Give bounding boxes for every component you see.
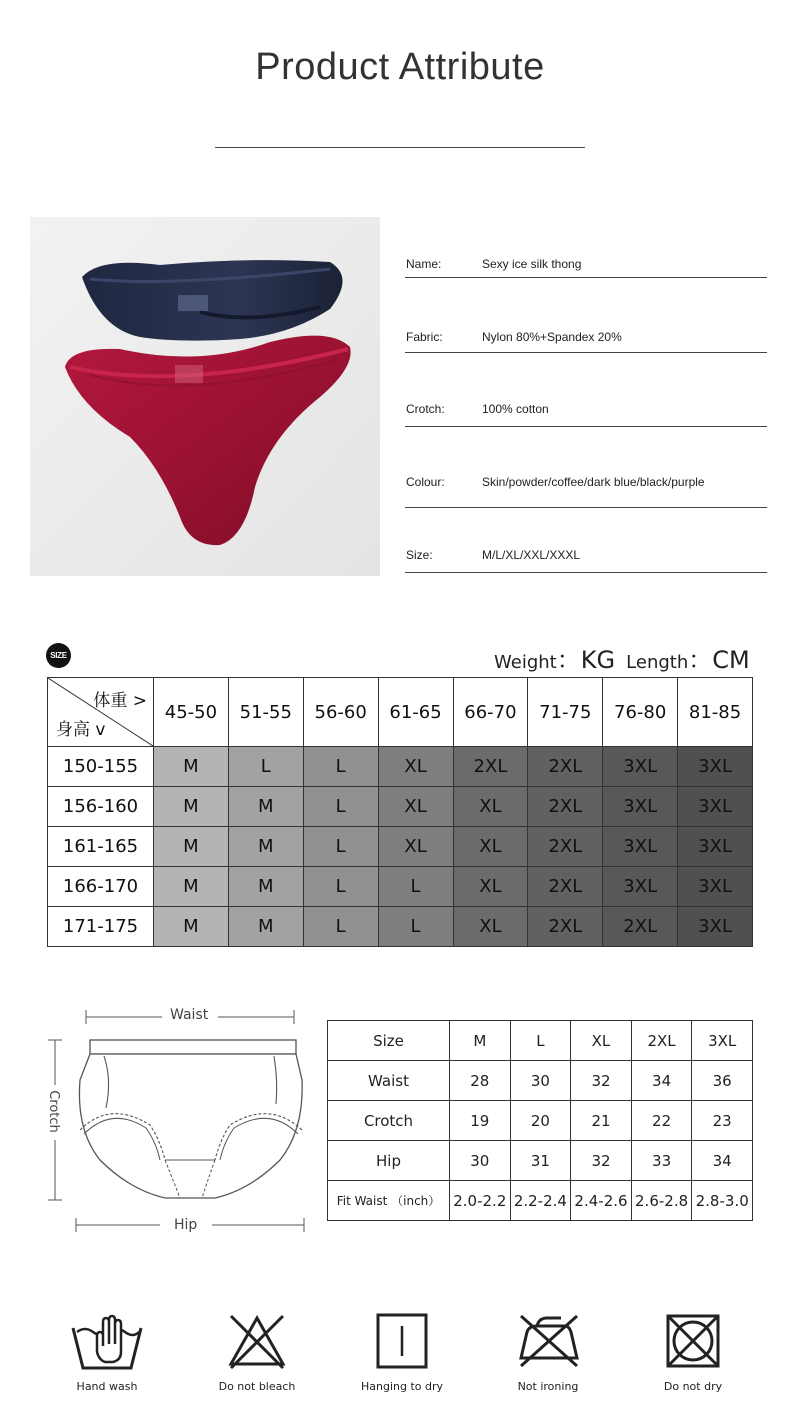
care-label: Hand wash (76, 1380, 138, 1393)
attr-divider (405, 572, 767, 573)
size-cell: M (154, 787, 229, 827)
size-cell: L (303, 827, 378, 867)
corner-height-label: 身高 v (56, 720, 106, 740)
product-photo (30, 217, 380, 576)
size-cell: 2XL (528, 907, 603, 947)
meas-row-label: Hip (328, 1141, 450, 1181)
crotch-label: Crotch (45, 1090, 61, 1133)
meas-cell: 30 (450, 1141, 511, 1181)
meas-cell: 19 (450, 1101, 511, 1141)
table-row (48, 747, 753, 787)
meas-cell: 30 (510, 1061, 571, 1101)
size-cell: 3XL (603, 787, 678, 827)
size-chart-header-row (48, 678, 753, 747)
attr-value-name: Sexy ice silk thong (482, 257, 582, 271)
height-cell: 156-160 (48, 787, 154, 827)
size-cell: M (154, 747, 229, 787)
size-cell: M (228, 907, 303, 947)
meas-cell: 33 (631, 1141, 692, 1181)
attr-divider (405, 426, 767, 427)
meas-cell: 21 (571, 1101, 632, 1141)
meas-cell: 2.8-3.0 (692, 1181, 753, 1221)
weight-header: 51-55 (228, 678, 303, 747)
meas-cell: 31 (510, 1141, 571, 1181)
meas-cell: 20 (510, 1101, 571, 1141)
meas-header: 2XL (631, 1021, 692, 1061)
meas-cell: 2.0-2.2 (450, 1181, 511, 1221)
table-row (48, 787, 753, 827)
care-label: Not ironing (517, 1380, 579, 1393)
meas-cell: 36 (692, 1061, 753, 1101)
height-cell: 166-170 (48, 867, 154, 907)
weight-header: 66-70 (453, 678, 528, 747)
table-row (328, 1021, 753, 1061)
size-cell: M (154, 827, 229, 867)
meas-row-label: Fit Waist （inch） (328, 1181, 450, 1221)
size-cell: L (303, 747, 378, 787)
size-cell: 2XL (528, 787, 603, 827)
size-cell: M (228, 787, 303, 827)
meas-cell: 23 (692, 1101, 753, 1141)
meas-cell: 28 (450, 1061, 511, 1101)
attr-value-colour: Skin/powder/coffee/dark blue/black/purple (482, 475, 705, 489)
meas-cell: 34 (631, 1061, 692, 1101)
attr-label-colour: Colour: (406, 475, 445, 489)
do-not-bleach-icon (227, 1312, 287, 1370)
meas-cell: 2.6-2.8 (631, 1181, 692, 1221)
size-cell: 2XL (453, 747, 528, 787)
table-row (48, 867, 753, 907)
weight-header: 56-60 (303, 678, 378, 747)
meas-cell: 2.4-2.6 (571, 1181, 632, 1221)
weight-label: Weight (494, 652, 557, 673)
table-row (328, 1141, 753, 1181)
weight-header: 45-50 (154, 678, 229, 747)
size-chart-table (47, 677, 753, 947)
meas-header-size: Size (328, 1021, 450, 1061)
meas-cell: 32 (571, 1141, 632, 1181)
table-row (328, 1101, 753, 1141)
attr-value-fabric: Nylon 80%+Spandex 20% (482, 330, 622, 344)
units-legend (494, 640, 750, 675)
do-not-iron-icon (515, 1312, 581, 1370)
page-title: Product Attribute (255, 46, 545, 88)
size-cell: 3XL (678, 787, 753, 827)
size-cell: 2XL (528, 867, 603, 907)
hang-to-dry-icon (375, 1312, 429, 1370)
care-item (47, 1312, 167, 1393)
table-row (48, 907, 753, 947)
size-cell: M (154, 907, 229, 947)
size-cell: XL (378, 747, 453, 787)
meas-cell: 32 (571, 1061, 632, 1101)
size-cell: 3XL (603, 867, 678, 907)
attr-divider (405, 507, 767, 508)
meas-header: XL (571, 1021, 632, 1061)
table-row (328, 1181, 753, 1221)
attr-label-name: Name: (406, 257, 442, 271)
meas-header: L (510, 1021, 571, 1061)
care-item (633, 1312, 753, 1393)
size-cell: 3XL (678, 907, 753, 947)
height-cell: 171-175 (48, 907, 154, 947)
size-cell: 2XL (528, 827, 603, 867)
attr-value-size: M/L/XL/XXL/XXXL (482, 548, 581, 562)
meas-cell: 2.2-2.4 (510, 1181, 571, 1221)
weight-header: 61-65 (378, 678, 453, 747)
care-item (488, 1312, 608, 1393)
size-cell: XL (378, 827, 453, 867)
size-cell: XL (453, 867, 528, 907)
size-chart-corner-cell (48, 678, 154, 747)
size-cell: L (378, 867, 453, 907)
waist-label: Waist (170, 1007, 209, 1023)
size-cell: 3XL (603, 827, 678, 867)
size-badge: SIZE (46, 643, 71, 668)
size-cell: 3XL (603, 747, 678, 787)
meas-header: 3XL (692, 1021, 753, 1061)
size-cell: M (154, 867, 229, 907)
size-cell: L (303, 867, 378, 907)
measurement-table (327, 1020, 753, 1221)
attr-label-size: Size: (406, 548, 433, 562)
care-label: Hanging to dry (360, 1380, 444, 1393)
size-cell: XL (453, 787, 528, 827)
weight-header: 76-80 (603, 678, 678, 747)
size-cell: 3XL (678, 827, 753, 867)
corner-weight-label: 体重 > (93, 691, 147, 711)
size-cell: XL (378, 787, 453, 827)
weight-header: 71-75 (528, 678, 603, 747)
size-cell: M (228, 867, 303, 907)
care-label: Do not dry (663, 1380, 723, 1393)
meas-row-label: Crotch (328, 1101, 450, 1141)
attr-label-crotch: Crotch: (406, 402, 445, 416)
hip-label: Hip (174, 1217, 198, 1233)
size-cell: L (303, 787, 378, 827)
meas-row-label: Waist (328, 1061, 450, 1101)
care-item (197, 1312, 317, 1393)
measurement-diagram (40, 1000, 320, 1240)
attr-label-fabric: Fabric: (406, 330, 443, 344)
meas-header: M (450, 1021, 511, 1061)
size-cell: 3XL (678, 867, 753, 907)
attr-divider (405, 277, 767, 278)
height-cell: 161-165 (48, 827, 154, 867)
attr-divider (405, 352, 767, 353)
size-cell: L (303, 907, 378, 947)
size-cell: 2XL (603, 907, 678, 947)
weight-header: 81-85 (678, 678, 753, 747)
size-cell: L (228, 747, 303, 787)
size-cell: L (378, 907, 453, 947)
care-item (342, 1312, 462, 1393)
meas-cell: 22 (631, 1101, 692, 1141)
length-label: Length (626, 652, 689, 673)
size-cell: XL (453, 907, 528, 947)
size-cell: 2XL (528, 747, 603, 787)
table-row (48, 827, 753, 867)
weight-unit: ：KG (556, 646, 616, 674)
size-cell: 3XL (678, 747, 753, 787)
size-cell: XL (453, 827, 528, 867)
table-row (328, 1061, 753, 1101)
hand-wash-icon (69, 1312, 145, 1370)
size-cell: M (228, 827, 303, 867)
care-label: Do not bleach (218, 1380, 296, 1393)
meas-cell: 34 (692, 1141, 753, 1181)
attr-value-crotch: 100% cotton (482, 402, 549, 416)
height-cell: 150-155 (48, 747, 154, 787)
title-divider (215, 147, 585, 148)
length-unit: ：CM (688, 646, 750, 674)
do-not-tumble-dry-icon (664, 1312, 722, 1370)
